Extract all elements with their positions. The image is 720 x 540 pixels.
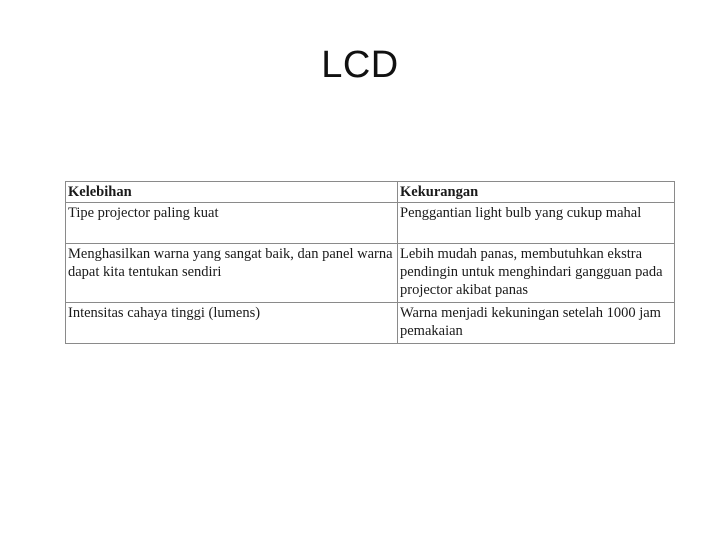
- table-row: [66, 244, 675, 303]
- table-cell: Penggantian light bulb yang cukup mahal: [398, 203, 675, 244]
- header-kelebihan: Kelebihan: [66, 182, 398, 203]
- table-row: [66, 303, 675, 344]
- comparison-table-image: [65, 181, 674, 344]
- table-cell: Warna menjadi kekuningan setelah 1000 jam pemakaian: [398, 303, 675, 344]
- table-cell: Lebih mudah panas, membutuhkan ekstra pendingin untuk menghindari gangguan pada projector akibat panas: [398, 244, 675, 303]
- table-header-row: [66, 182, 675, 203]
- header-kekurangan: Kekurangan: [398, 182, 675, 203]
- slide-title: LCD: [321, 44, 399, 86]
- comparison-table: [65, 181, 675, 344]
- table-cell: Intensitas cahaya tinggi (lumens): [66, 303, 398, 344]
- table-cell: Menghasilkan warna yang sangat baik, dan panel warna dapat kita tentukan sendiri: [66, 244, 398, 303]
- table-cell: Tipe projector paling kuat: [66, 203, 398, 244]
- table-row: [66, 203, 675, 244]
